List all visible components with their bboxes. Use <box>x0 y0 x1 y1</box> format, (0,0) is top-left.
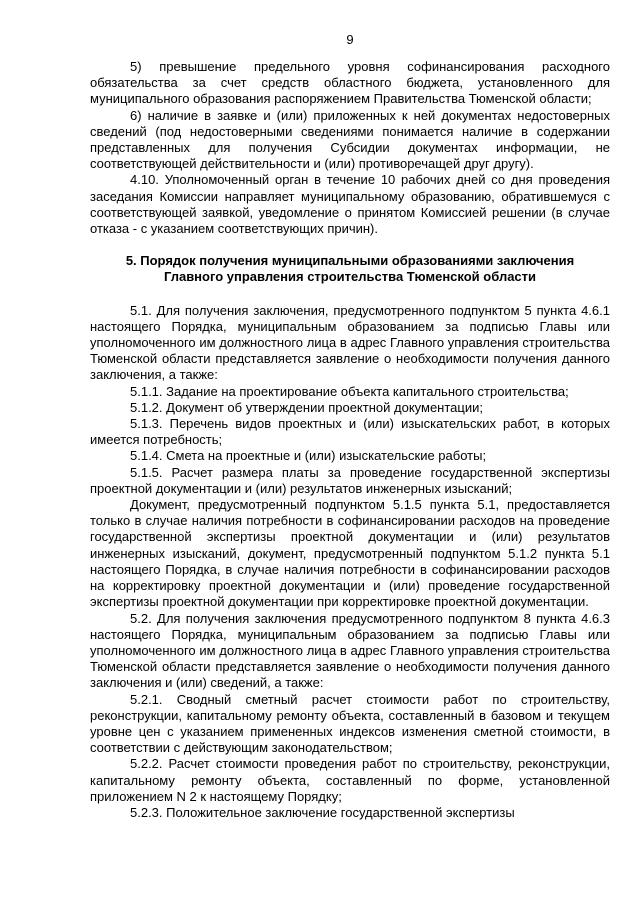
section-heading <box>90 253 610 285</box>
document-body <box>90 59 610 821</box>
paragraph-5-1-2: 5.1.2. Документ об утверждении проектной документации; <box>130 399 483 415</box>
paragraph-5-2-3: 5.2.3. Положительное заключение государственной экспертизы <box>130 804 515 820</box>
paragraph-4-10: 4.10. Уполномоченный орган в течение 10 рабочих дней со дня проведения заседания Комиссии направляет муниципальному образованию, обратившемуся с соответствующей заявкой, уведомление о принятом Комиссией решении (в случае отказа - с указанием соответствующих причин). <box>90 172 610 237</box>
paragraph-5-1: 5.1. Для получения заключения, предусмотренного подпунктом 5 пункта 4.6.1 настоящего Порядка, муниципальным образованием за подписью Главы или уполномоченного им должностного лица в адрес Главного управления строительства Тюменской области представляется заявление о необходимости получения данного заключения, а также: <box>90 302 610 383</box>
paragraph-item-5: 5) превышение предельного уровня софинансирования расходного обязательства за счет средств областного бюджета, установленного для муниципального образования распоряжением Правительства Тюменской области; <box>90 59 610 107</box>
section-heading-line-2: Главного управления строительства Тюменской области <box>163 269 537 285</box>
paragraph-item-6: 6) наличие в заявке и (или) приложенных к ней документах недостоверных сведений (под недостоверными сведениями понимается наличие в содержании представленных для получения Субсидии документах информации, не соответствующей действительности и (или) противоречащей друг другу). <box>90 107 610 172</box>
paragraph-5-2: 5.2. Для получения заключения предусмотренного подпунктом 8 пункта 4.6.3 настоящего Порядка, муниципальным образованием за подписью Главы или уполномоченного им должностного лица в адрес Главного управления строительства Тюменской области представляется заявление о необходимости получения данного заключения и (или) сведений, а также: <box>90 610 610 691</box>
paragraph-5-2-1: 5.2.1. Сводный сметный расчет стоимости работ по строительству, реконструкции, капитальному ремонту объекта, составленный в базовом и текущем уровне цен с указанием примененных индексов изменения сметной стоимости, в соответствии с действующим законодательством; <box>90 691 610 756</box>
paragraph-document-note: Документ, предусмотренный подпунктом 5.1.5 пункта 5.1, предоставляется только в случае наличия потребности в софинансировании расходов на проведение государственной экспертизы проектной документации и (или) результатов инженерных изысканий, документ, предусмотренный подпунктом 5.1.2 пункта 5.1 настоящего Порядка, в случае наличия потребности в софинансировании расходов на корректировку проектной документации и (или) проведение государственной экспертизы проектной документации при корректировке проектной документации. <box>90 497 610 610</box>
paragraph-5-1-5: 5.1.5. Расчет размера платы за проведение государственной экспертизы проектной документации и (или) результатов инженерных изысканий; <box>90 464 610 496</box>
section-heading-line-1: 5. Порядок получения муниципальными образованиями заключения <box>125 253 575 269</box>
paragraph-5-1-3: 5.1.3. Перечень видов проектных и (или) изыскательских работ, в которых имеется потребность; <box>90 416 610 448</box>
paragraph-5-1-4: 5.1.4. Смета на проектные и (или) изыскательские работы; <box>130 448 487 464</box>
paragraph-5-2-2: 5.2.2. Расчет стоимости проведения работ по строительству, реконструкции, капитальному ремонту объекта, составленный по форме, установленной приложением N 2 к настоящему Порядку; <box>90 756 610 804</box>
paragraph-5-1-1: 5.1.1. Задание на проектирование объекта капитального строительства; <box>130 383 569 399</box>
page-number: 9 <box>346 32 354 47</box>
